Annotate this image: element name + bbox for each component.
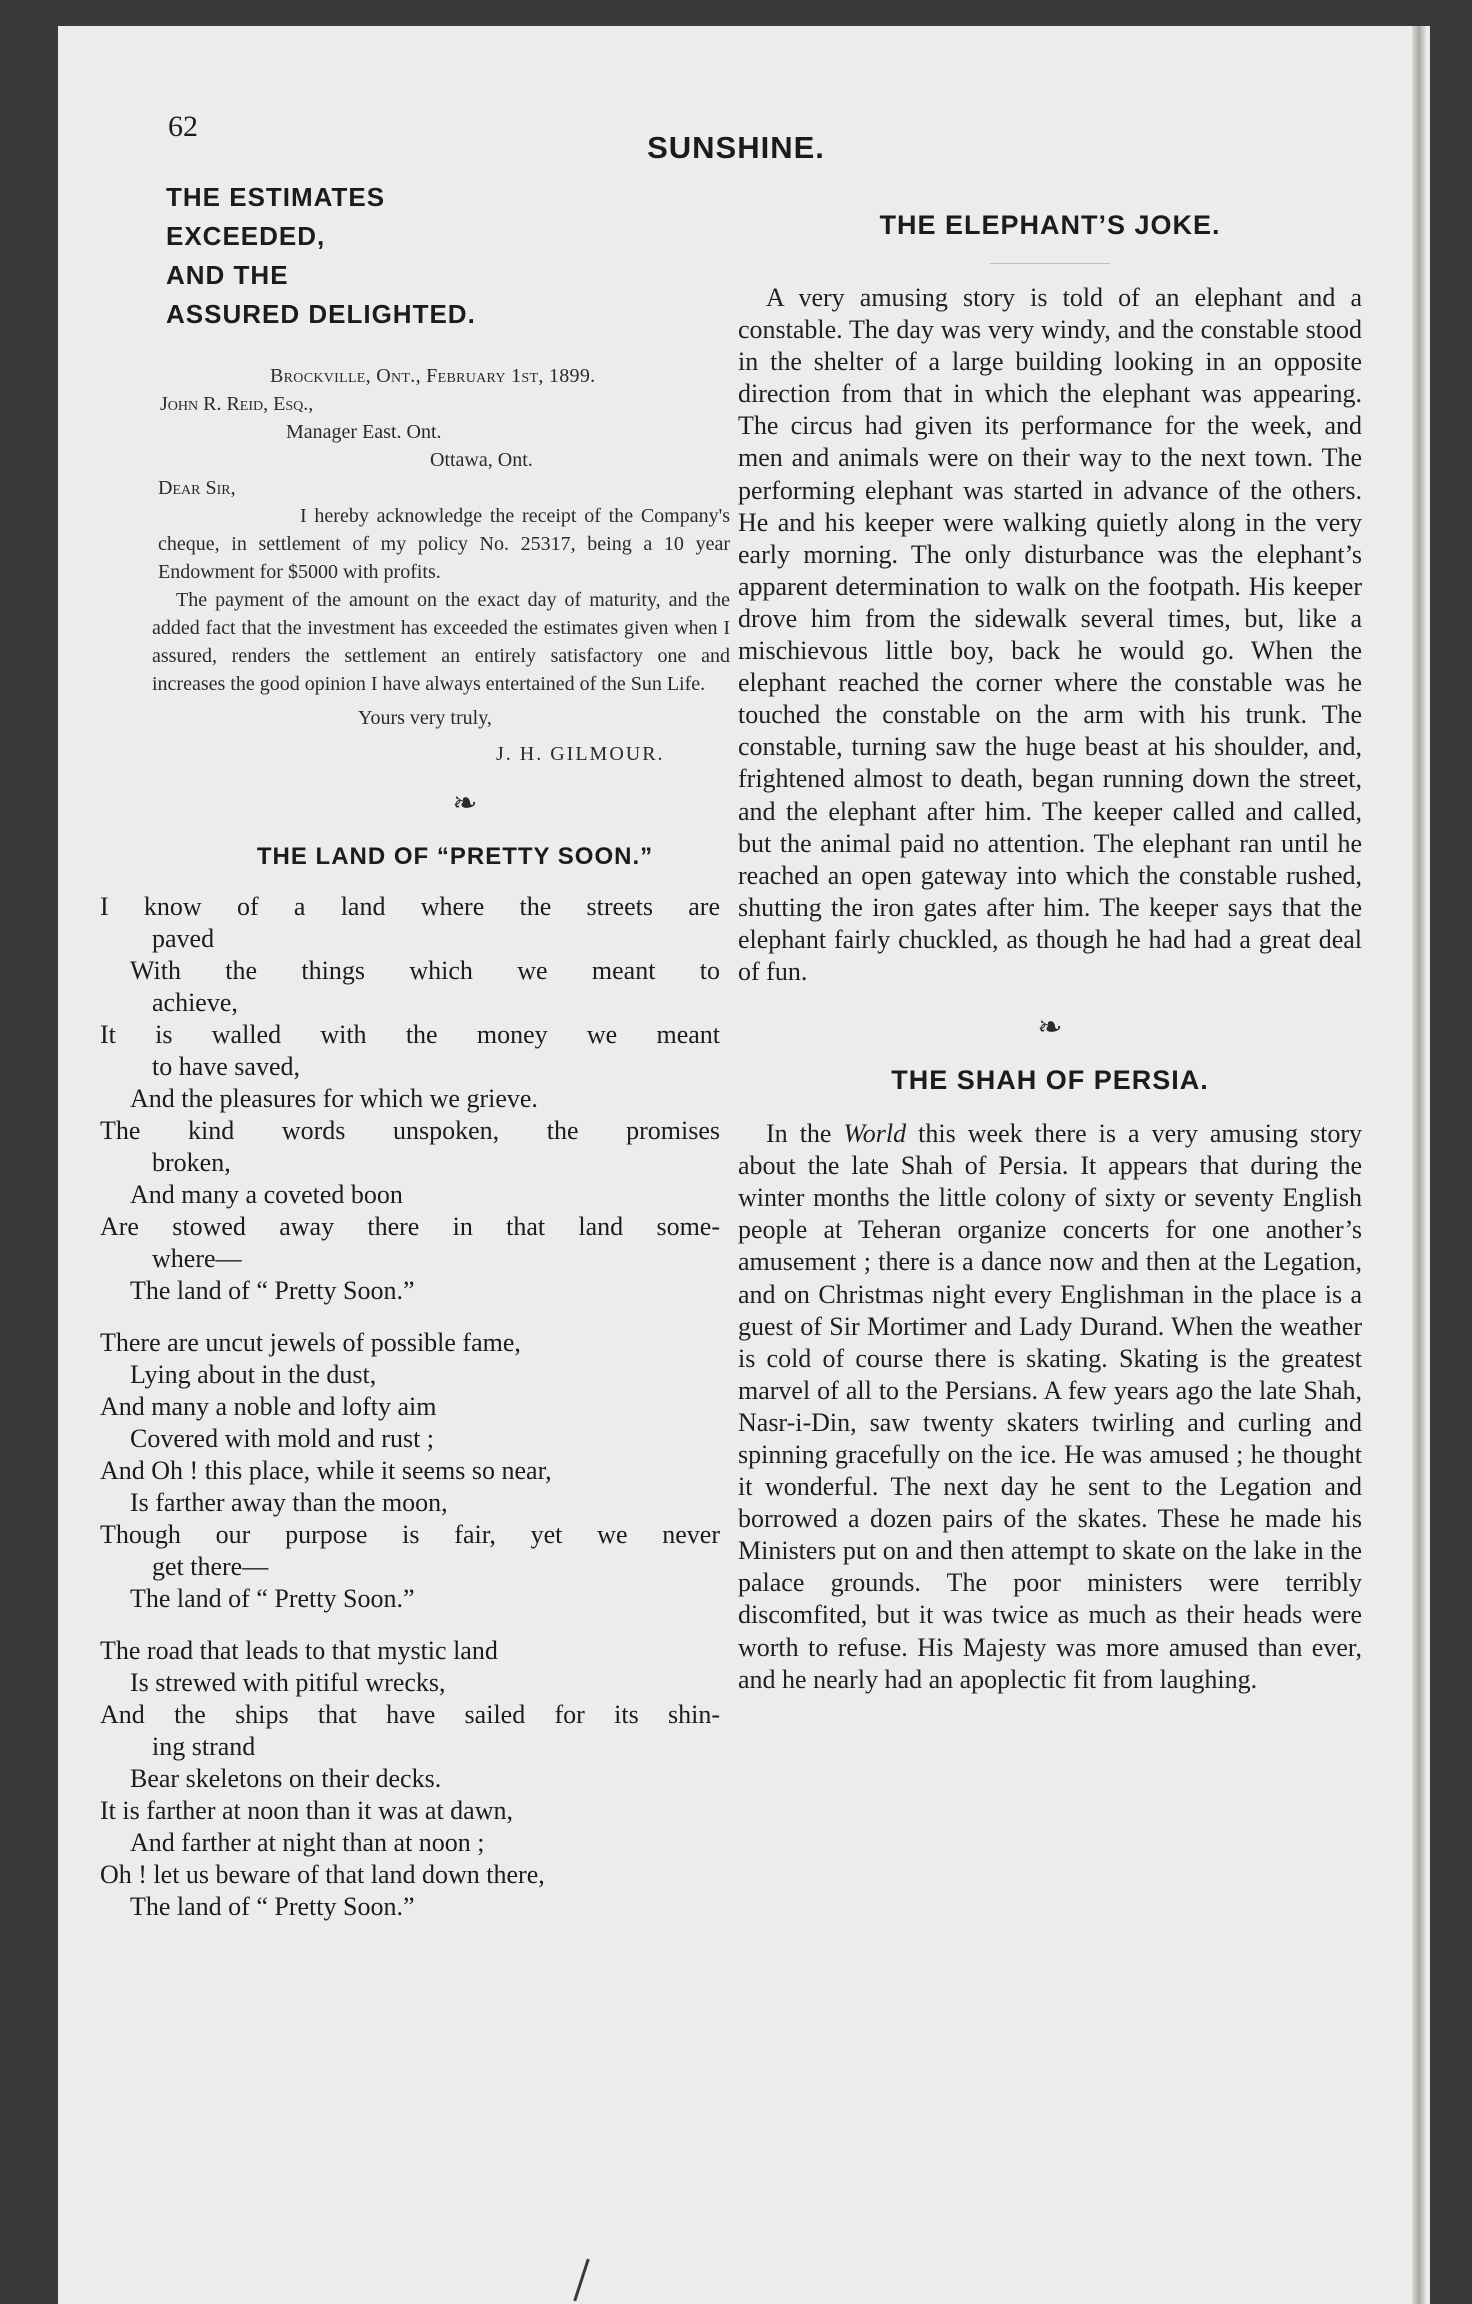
poem-line: The road that leads to that mystic land <box>100 1636 498 1665</box>
running-head: SUNSHINE. <box>647 130 825 165</box>
poem-line: And many a noble and lofty aim <box>100 1392 437 1421</box>
poem-line: Are stowed away there in that land some- <box>100 1212 720 1241</box>
poem-line: ing strand <box>152 1732 256 1761</box>
estimates-heading-line: ASSURED DELIGHTED. <box>166 299 476 329</box>
shah-article-start: In the <box>766 1119 844 1149</box>
letter-title: Manager East. Ont. <box>286 421 442 443</box>
poem-line: Lying about in the dust, <box>130 1360 377 1389</box>
letter-closing: Yours very truly, <box>358 707 492 729</box>
letter-place-date: Brockville, Ont., February 1st, 1899. <box>270 365 596 387</box>
estimates-heading-line: AND THE <box>166 260 289 290</box>
poem-line: Though our purpose is fair, yet we never <box>100 1520 720 1549</box>
letter-paragraph: I hereby acknowledge the receipt of the Company's cheque, in settlement of my policy No. 25317, being a 10 year Endowment for $5000 with profits. <box>158 505 730 583</box>
letter-addressee: John R. Reid, Esq., <box>160 393 314 415</box>
estimates-heading-line: THE ESTIMATES <box>166 182 386 212</box>
poem-line: And the pleasures for which we grieve. <box>130 1084 538 1113</box>
poem-stanza <box>100 1327 720 1615</box>
poem-line: The kind words unspoken, the promises <box>100 1116 720 1145</box>
poem <box>100 891 720 1923</box>
poem-line: And many a coveted boon <box>130 1180 403 1209</box>
poem-line: achieve, <box>152 988 238 1017</box>
elephant-article: A very amusing story is told of an elephant and a constable. The day was very windy, and the constable stood in the shelter of a large building looking in an opposite direction from that in which the elephant was appearing. The circus had given its performance for the week, and men and animals were on their way to the next town. The performing elephant was started in advance of the others. He and his keeper were walking quietly along in the very early morning. The only disturbance was the elephant’s apparent determination to walk on the footpath. His keeper drove him from the sidewalk several times, but, like a mischievous little boy, back he would go. When the elephant reached the corner where the constable was he touched the constable on the arm with his trunk. The constable, turning saw the huge beast at his shoulder, and, frightened almost to death, began running down the street, and the elephant after him. The keeper called and called, but the animal paid no attention. The elephant ran until he reached an open gateway into which the constable rushed, shutting the iron gates after him. The keeper says that the elephant fairly chuckled, as though he had had a great deal of fun. <box>738 283 1362 986</box>
letter <box>100 362 730 768</box>
poem-line: get there— <box>152 1552 269 1581</box>
poem-line: broken, <box>152 1148 231 1177</box>
right-column <box>738 210 1362 1696</box>
left-column <box>100 178 730 1943</box>
poem-line: And Oh ! this place, while it seems so near, <box>100 1456 552 1485</box>
estimates-heading-line: EXCEEDED, <box>166 221 326 251</box>
poem-line: Is strewed with pitiful wrecks, <box>130 1668 446 1697</box>
poem-stanza <box>100 1635 720 1923</box>
newspaper-title: World <box>843 1119 907 1149</box>
poem-line: Covered with mold and rust ; <box>130 1424 435 1453</box>
estimates-heading <box>166 178 730 334</box>
poem-stanza <box>100 891 720 1307</box>
poem-line: There are uncut jewels of possible fame, <box>100 1328 521 1357</box>
poem-line: And farther at night than at noon ; <box>130 1828 485 1857</box>
shah-article-rest: this week there is a very amusing story about the late Shah of Persia. It appears that during the winter months the little colony of sixty or seventy English people at Teheran organize concerts for one another’s amusement ; there is a dance now and then at the Legation, and on Christmas night every Englishman in the place is a guest of Sir Mortimer and Lady Durand. When the weather is cold of course there is skating. Skating is the greatest marvel of all to the Persians. A few years ago the late Shah, Nasr-i-Din, saw twenty skaters twirling and curling and spinning gracefully on the ice. He was amused ; he thought it wonderful. The next day he sent to the Legation and borrowed a dozen pairs of the skates. These he made his Ministers put on and then attempt to skate on the lake in the palace grounds. The poor ministers were terribly discomfited, but it was twice as much as their heads were worth to refuse. His Majesty was more amused than ever, and he nearly had an apoplectic fit from laughing. <box>738 1119 1362 1694</box>
letter-salutation: Dear Sir, <box>158 477 236 499</box>
letter-paragraph: The payment of the amount on the exact day of maturity, and the added fact that the investment has exceeded the estimates given when I assured, renders the settlement an entirely satisfactory one and increases the good opinion I have always entertained of the Sun Life. <box>152 589 730 695</box>
poem-line: It is walled with the money we meant <box>100 1020 720 1049</box>
poem-line: to have saved, <box>152 1052 301 1081</box>
divider <box>990 263 1110 264</box>
page-number: 62 <box>168 110 198 143</box>
poem-line: With the things which we meant to <box>130 956 720 985</box>
letter-city: Ottawa, Ont. <box>430 449 533 471</box>
shah-article <box>738 1118 1362 1696</box>
poem-line: The land of “ Pretty Soon.” <box>130 1276 415 1305</box>
land-heading: THE LAND OF “PRETTY SOON.” <box>256 843 654 870</box>
poem-line: Bear skeletons on their decks. <box>130 1764 442 1793</box>
ornament-icon: ❧ <box>1037 1011 1063 1045</box>
ornament-icon: ❧ <box>452 787 478 820</box>
poem-line: paved <box>152 924 215 953</box>
elephant-heading: THE ELEPHANT’S JOKE. <box>879 210 1221 240</box>
poem-line: And the ships that have sailed for its shin- <box>100 1700 720 1729</box>
poem-line: The land of “ Pretty Soon.” <box>130 1584 415 1613</box>
poem-line: Is farther away than the moon, <box>130 1488 448 1517</box>
poem-line: It is farther at noon than it was at dawn, <box>100 1796 513 1825</box>
letter-signature: J. H. GILMOUR. <box>496 743 665 765</box>
poem-line: I know of a land where the streets are <box>100 892 720 921</box>
poem-line: Oh ! let us beware of that land down there, <box>100 1860 545 1889</box>
shah-heading: THE SHAH OF PERSIA. <box>891 1065 1209 1096</box>
poem-line: where— <box>152 1244 242 1273</box>
page-edge <box>1412 26 1426 2304</box>
poem-line: The land of “ Pretty Soon.” <box>130 1892 415 1921</box>
